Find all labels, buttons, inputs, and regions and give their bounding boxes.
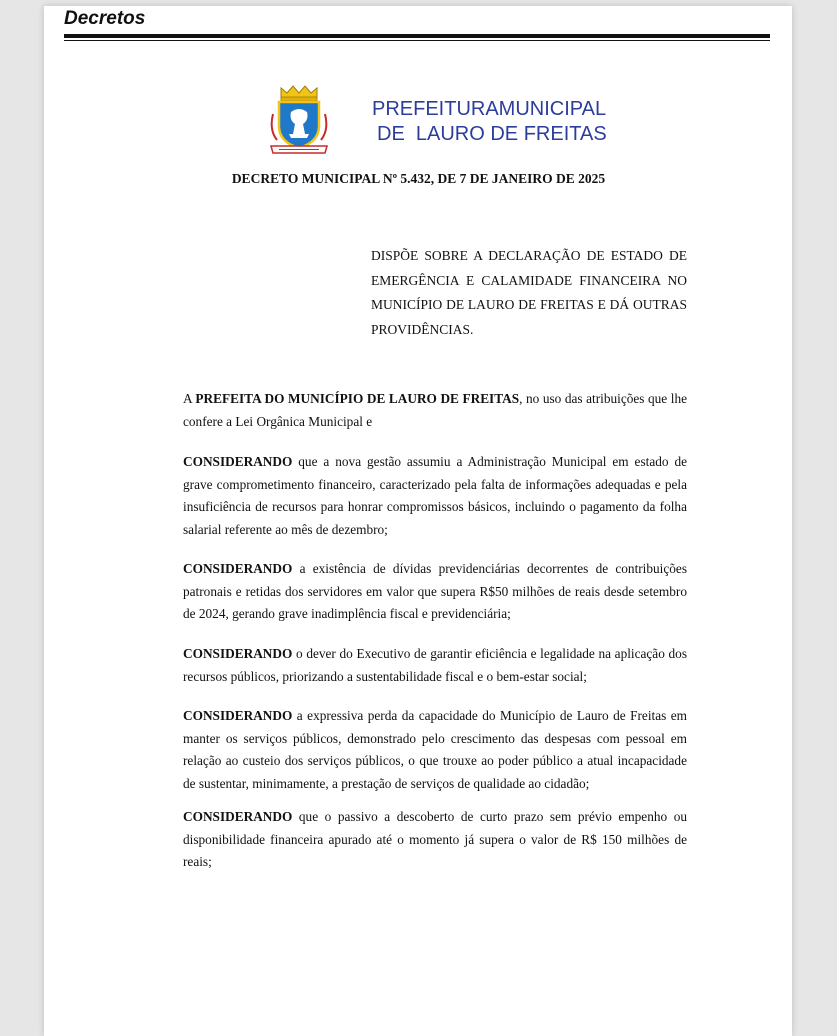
preamble-paragraph: A PREFEITA DO MUNICÍPIO DE LAURO DE FREITAS, no uso das atribuições que lhe confere a Lei Orgânica Municipal e <box>183 391 688 429</box>
considerando-paragraph-3: CONSIDERANDO o dever do Executivo de garantir eficiência e legalidade na aplicação dos recursos públicos, priorizando a sustentabilidade fiscal e o bem-estar social; <box>183 646 687 684</box>
organization-name <box>372 97 607 147</box>
considerando-paragraph-2: CONSIDERANDO a existência de dívidas previdenciárias decorrentes de contribuições patronais e retidas dos servidores em valor que supera R$50 milhões de reais desde setembro de 2024, gerando grave inadimplência fiscal e previdenciária; <box>183 561 687 621</box>
paragraph-lead: CONSIDERANDO <box>183 708 293 723</box>
paragraph-lead: CONSIDERANDO <box>183 809 293 824</box>
paragraph-lead: CONSIDERANDO <box>183 454 293 469</box>
municipal-coat-of-arms-icon <box>267 84 331 156</box>
header-rule-thin <box>64 40 770 41</box>
paragraph-lead: PREFEITA DO MUNICÍPIO DE LAURO DE FREITAS <box>195 391 520 406</box>
decree-title: DECRETO MUNICIPAL Nº 5.432, DE 7 DE JANEIRO DE 2025 <box>231 171 606 186</box>
section-title: Decretos <box>64 8 146 29</box>
header-rule-thick <box>64 34 770 38</box>
paragraph-lead: CONSIDERANDO <box>183 646 293 661</box>
considerando-paragraph-1: CONSIDERANDO que a nova gestão assumiu a Administração Municipal em estado de grave comprometimento financeiro, caracterizado pela falta de informações adequadas e pela insuficiência de recursos para honrar compromissos básicos, incluindo o pagamento da folha salarial referente ao mês de dezembro; <box>183 454 687 537</box>
organization-name-line1: PREFEITURAMUNICIPAL <box>372 98 607 120</box>
decree-ementa: DISPÕE SOBRE A DECLARAÇÃO DE ESTADO DE EMERGÊNCIA E CALAMIDADE FINANCEIRA NO MUNICÍPIO DE LAURO DE FREITAS E DÁ OUTRAS PROVIDÊNCIAS. <box>371 248 687 337</box>
considerando-paragraph-4: CONSIDERANDO a expressiva perda da capacidade do Município de Lauro de Freitas em manter os serviços públicos, demonstrado pelo crescimento das despesas com pessoal em relação ao custeio dos serviços públicos, o que trouxe ao poder público a atual incapacidade de sustentar, minimamente, a prestação de serviços de qualidade ao cidadão; <box>183 708 687 791</box>
organization-name-line2: DE LAURO DE FREITAS <box>377 123 607 145</box>
considerando-paragraph-5: CONSIDERANDO que o passivo a descoberto de curto prazo sem prévio empenho ou disponibilidade financeira apurado até o momento já supera o valor de R$ 150 milhões de reais; <box>183 809 687 869</box>
paragraph-lead: CONSIDERANDO <box>183 561 293 576</box>
